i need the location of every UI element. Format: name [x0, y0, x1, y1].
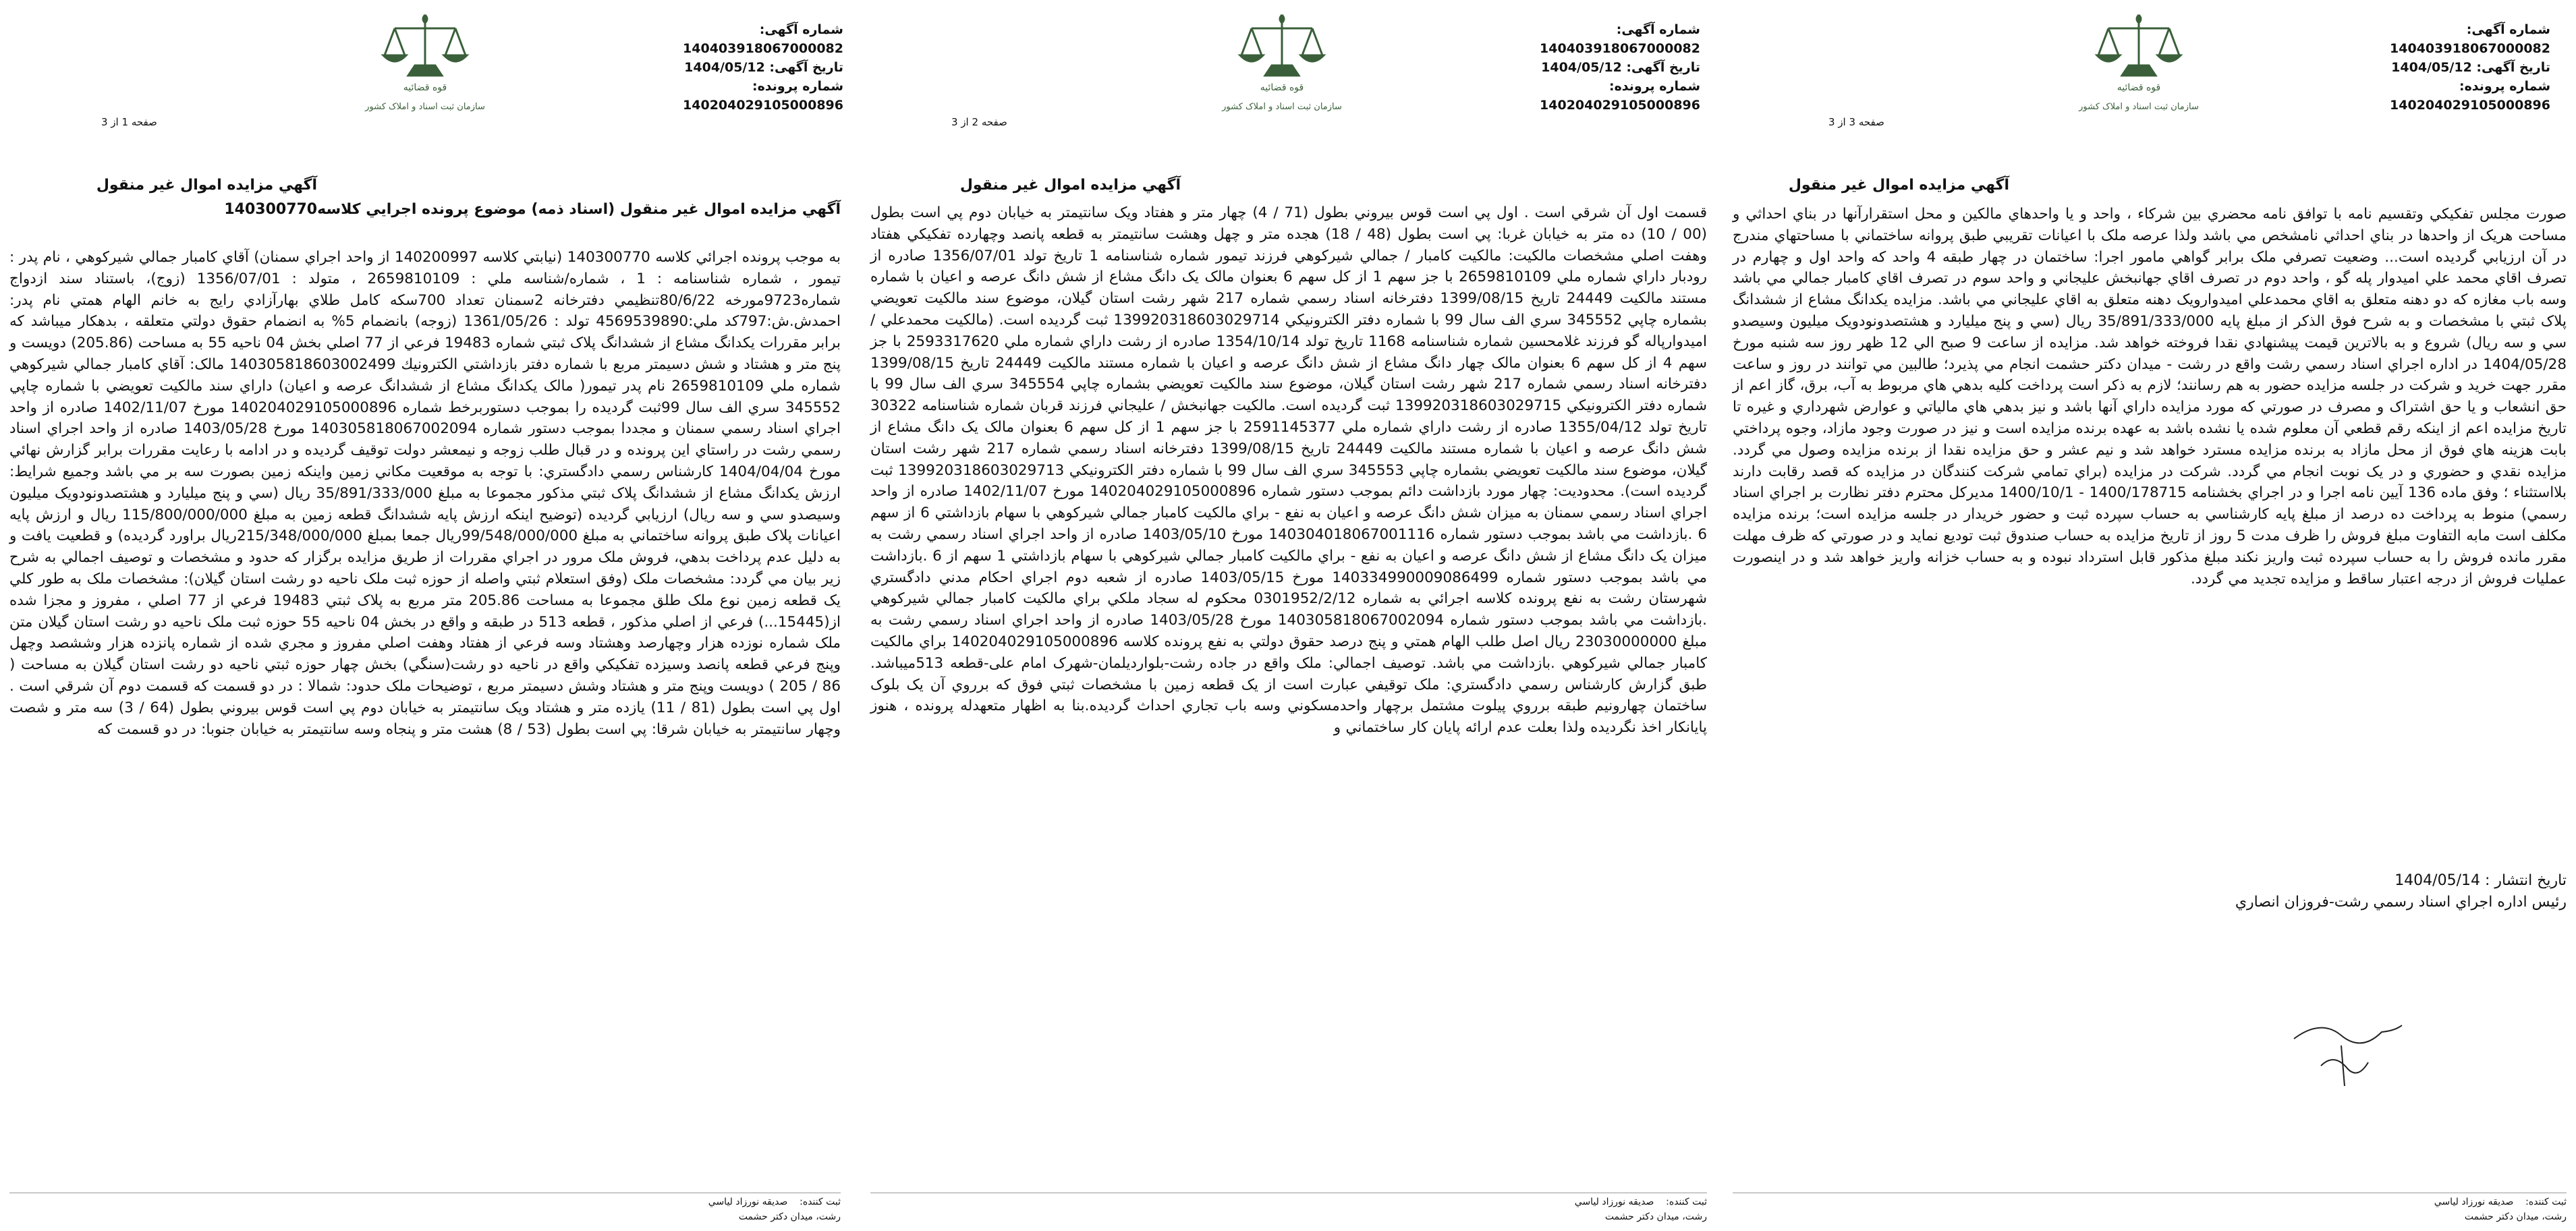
published-date-value: 1404/05/14	[2395, 872, 2480, 889]
signature-icon	[2280, 1012, 2415, 1093]
svg-text:قوه قضائيه: قوه قضائيه	[1260, 82, 1304, 93]
page-3	[1727, 0, 2576, 1231]
registration-organization-emblem	[1214, 8, 1349, 130]
page-2	[864, 0, 1714, 1231]
ad-date: 1404/05/12	[1541, 60, 1622, 75]
page-number: صفحه 3 از 3	[1828, 116, 1884, 128]
registrar-name: صديقه نورزاد لياسي	[708, 1197, 788, 1207]
svg-text:سازمان ثبت اسناد و املاک کشور: سازمان ثبت اسناد و املاک کشور	[2079, 102, 2199, 112]
case-number: 140204029105000896	[683, 98, 843, 113]
ad-number: 140403918067000082	[683, 41, 843, 56]
ad-date: 1404/05/12	[684, 60, 765, 75]
registration-organization-emblem	[2071, 8, 2206, 130]
svg-text:قوه قضائيه: قوه قضائيه	[2117, 82, 2161, 93]
svg-text:قوه قضائيه: قوه قضائيه	[403, 82, 447, 93]
ad-number: 140403918067000082	[2390, 41, 2550, 56]
ad-date: 1404/05/12	[2391, 60, 2472, 75]
page-1	[0, 0, 850, 1231]
page-number: صفحه 1 از 3	[101, 116, 157, 128]
notice-subtitle: آگهي مزايده اموال غير منقول (اسناد ذمه) موضوع پرونده اجرايي كلاسه140300770	[224, 201, 841, 218]
ad-meta: شماره آگهی: 140403918067000082 تاریخ آگهی: 1404/05/12 شماره پرونده: 140204029105000896	[683, 22, 843, 113]
svg-text:سازمان ثبت اسناد و املاک کشور: سازمان ثبت اسناد و املاک کشور	[365, 102, 485, 112]
publication-date: تاريخ انتشار : 1404/05/14	[2395, 872, 2567, 889]
ad-number: 140403918067000082	[1540, 41, 1700, 56]
notice-body: به موجب پرونده اجرائي كلاسه 140300770 (نيابتي كلاسه 140200997 از واحد اجراي سمنان) آقاي كامبار جمالي شيركوهي ، نام پدر : تيمور ، شماره شناسنامه : 1 ، شماره/شناسه ملي : 2659810109 ، متولد : 1356/07/01 (زوج)، باستناد سند ازدواج شماره9723مورخه 80/6/22تنظيمي دفترخانه 2سمنان تعداد 700سكه كامل طلاي بهارآزادي رايج به خانم الهام همتي نام پدر: احمدش.ش:797كد ملي:4569539890 تولد : 1361/05/26 (زوجه) بانضمام 5% به انضمام حقوق دولتي متعلقه ، بدهكار ميباشد كه برابر مقررات يكدانگ مشاع از ششدانگ پلاک ثبتي شماره 19483 فرعي از 77 اصلي بخش 04 ناحيه 55 به مساحت (205.86) دويست و پنج متر و هشتاد و شش دسيمتر مربع با شماره دفتر بازداشتي الكترونيك 140305818603002499 مالک: آقاي كامبار جمالي شيركوهي شماره ملي 2659810109 نام پدر تيمور( مالک يكدانگ مشاع از ششدانگ عرصه و اعيان) داراي سند مالكيت تعويضي با شماره چاپي 345552 سري الف سال 99ثبت گرديده را بموجب دستوربرخط شماره 140204029105000896 مورخ 1402/11/07 صادره از واحد اجراي اسناد رسمي سمنان و مجددا بموجب دستور شماره 140305818067002094 مورخ 1403/05/28 صادره از واحد اجراي اسناد رسمي رشت در راستاي اين پرونده و در قبال طلب زوجه و نيمعشر دولت توقيف گرديده و در ادامه با رعايت مقررات برابر گزارش نهائي مورخ 1404/04/04 كارشناس رسمي دادگستري: با توجه به موقعيت مكاني زمين واينكه زمين بصورت سه بر مي باشد وجميع شرايط: ارزش يكدانگ مشاع از ششدانگ پلاک ثبتي مذكور مجموعا به مبلغ 35/891/333/000 ريال (سي و پنج ميليارد و هشتصدونودويک ميليون وسيصدو سي و سه ريال) ارزيابي گرديده (توضيح اينكه ارزش پايه ششدانگ قطعه زمين به مبلغ 115/800/000/000 ريال و ارزش پايه اعيانات پلاک طبق پروانه ساختماني به مبلغ 99/548/000/000ريال جمعا بمبلغ 215/348/000/000ريال براورد گرديده) و قطعيت يافت و به دليل عدم پرداخت بدهي، فروش ملک مرور در اجراي مقررات از طريق مزايده برگزار كه حدود و مشخصات و توصيف اجمالي به شرح زير بيان مي گردد: مشخصات ملک (وفق استعلام ثبتي واصله از حوزه ثبت ملک ناحيه دو رشت استان گيلان): مشخصات ملک به طور كلي يک قطعه زمين نوع ملک طلق مجموعا به مساحت 205.86 متر مربع به پلاک ثبتي 19483 فرعي از 77 اصلي ، مفروز و مجزا شده از(15445...) فرعي از اصلي مذكور ، قطعه 513 در طبقه و واقع در بخش 04 ناحيه 55 حوزه ثبت ملک ناحيه دو رشت استان گيلان متن ملک شماره نوزده هزار وچهارصد وهشتاد وسه فرعي از هفتاد وهفت اصلي مفروز و مجري شده از شماره پانزده هزار وششصد وچهل وپنج فرعي قطعه پانصد وسيزده تفكيكي واقع در ناحيه دو رشت(سنگي) بخش چهار حوزه ثبتي ناحيه دو رشت استان گيلان به مساحت ( 86 / 205 ) دويست وپنج متر و هشتاد وشش دسيمتر مربع ، توضيحات ملک حدود: شمالا : در دو قسمت كه قسمت دوم آن شرقي است . اول پي است بطول (81 / 11) يازده متر و هشتاد ويک سانتيمتر به خيابان دوم پي است قوس بيروني بطول (64 / 3) سه متر و شصت وچهار سانتيمتر به خيابان شرقا: پي است بطول (53 / 8) هشت متر و پنجاه وسه سانتيمتر به خيابان جنوبا: در دو قسمت كه	[9, 249, 841, 738]
registrar-footer: ثبت كننده: صديقه نورزاد لياسي رشت، ميدان دكتر حشمت	[870, 1193, 1707, 1224]
page-number: صفحه 2 از 3	[951, 116, 1007, 128]
scales-of-justice-icon	[1214, 8, 1349, 130]
registrar-footer: ثبت كننده: صديقه نورزاد لياسي رشت، ميدان دكتر حشمت	[1733, 1193, 2567, 1224]
handwritten-signature	[2280, 1012, 2415, 1093]
registrar-place: رشت، ميدان دكتر حشمت	[738, 1211, 841, 1222]
case-number: 140204029105000896	[1540, 98, 1700, 113]
signer-title: رئيس اداره اجراي اسناد رسمي رشت-فروزان انصاري	[2235, 894, 2567, 911]
ad-meta: شماره آگهی: 140403918067000082 تاریخ آگهی: 1404/05/12 شماره پرونده: 140204029105000896	[2390, 22, 2550, 113]
notice-body: قسمت اول آن شرقي است . اول پي است قوس بيروني بطول (71 / 4) چهار متر و هفتاد ويک سانتيمتر به خيابان دوم پي است بطول (00 / 10) ده متر به خيابان غربا: پي است بطول (48 / 18) هجده متر و چهل وهشت سانتيمتر به قطعه پانصد وچهارده تفكيكي هفتاد وهفت اصلي مشخصات مالكيت: مالكيت كامبار / جمالي شيركوهي فرزند تيمور شماره شناسنامه 1 تاريخ تولد 1356/07/01 صادره از رودبار داراي شماره ملي 2659810109 با جز سهم 1 از کل سهم 6 بعنوان مالک يک دانگ مشاع از شش دانگ عرصه و اعيان با شماره مستند مالكيت 24449 تاريخ 1399/08/15 دفترخانه اسناد رسمي شماره 217 شهر رشت استان گيلان، موضوع سند مالكيت تعويضي بشماره چاپي 345552 سري الف سال 99 با شماره دفتر الكترونيكي 139920318603029714 ثبت گرديده است. (مالكيت محمدعلي / اميدوارپاله گو فرزند غلامحسين شماره شناسنامه 1168 تاريخ تولد 1354/10/14 صادره از رشت داراي شماره ملي 2593317620 با جز سهم 4 از کل سهم 6 بعنوان مالک چهار دانگ مشاع از شش دانگ عرصه و اعيان با شماره مستند مالكيت 24449 تاريخ 1399/08/15 دفترخانه اسناد رسمي شماره 217 شهر رشت استان گيلان، موضوع سند مالكيت تعويضي بشماره چاپي 345554 سري الف سال 99 با شماره دفتر الكترونيكي 139920318603029715 ثبت گرديده است. مالكيت جهانبخش / عليجاني فرزند قربان شماره شناسنامه 30322 تاريخ تولد 1355/04/12 صادره از رشت داراي شماره ملي 2591145377 با جز سهم 1 از کل سهم 6 بعنوان مالک يک دانگ مشاع از شش دانگ عرصه و اعيان با شماره مستند مالكيت 24449 تاريخ 1399/08/15 دفترخانه اسناد رسمي شماره 217 شهر رشت استان گيلان، موضوع سند مالكيت تعويضي بشماره چاپي 345553 سري الف سال 99 با شماره دفتر الكترونيكي 139920318603029713 ثبت گرديده است). محدوديت: چهار مورد بازداشت دائم بموجب دستور شماره 140204029105000896 مورخ 1402/11/07 صادره از واحد اجراي اسناد رسمي سمنان به ميزان شش دانگ عرصه و اعيان به نفع - براي مالكيت كامبار جمالي شيركوهي با سهام بازداشتي 6 از سهم 6 .بازداشت مي باشد بموجب دستور شماره 140304018067001116 مورخ 1403/05/10 صادره از واحد اجراي اسناد رسمي رشت به ميزان يک دانگ مشاع از شش دانگ عرصه و اعيان به نفع - براي مالكيت كامبار جمالي شيركوهي با سهام بازداشتي 1 سهم از 6 .بازداشت مي باشد بموجب دستور شماره 140334990009086499 مورخ 1403/05/15 صادره از شعبه دوم اجراي احكام مدني دادگستري شهرستان رشت به نفع پرونده كلاسه اجرائي به شماره 0301952/2/12 محكوم له سجاد ملكي براي مالكيت كامبار جمالي شيركوهي .بازداشت مي باشد بموجب دستور شماره 140305818067002094 مورخ 1403/05/28 صادره از واحد اجراي اسناد رسمي رشت به مبلغ 23030000000 ريال اصل طلب الهام همتي و پنج درصد حقوق دولتي به نفع پرونده كلاسه 140204029105000896 براي مالكيت كامبار جمالي شيركوهي .بازداشت مي باشد. توصيف اجمالي: ملک واقع در جاده رشت-بلواردیلمان-شهرک امام علی-قطعه 513میباشد. طبق گزارش كارشناس رسمي دادگستري: ملک توقيفي عبارت است از يک قطعه زمين با مشخصات ثبتي فوق كه برروي آن يک بلوک ساختمان چهارونيم طبقه برروي پيلوت مشتمل برچهار واحدمسكوني وسه باب تجاري احداث گرديده.بنا به اظهار متعهدله پرونده ، هنوز پايانكار اخذ نگرديده ولذا بعلت عدم ارائه پايان كار ساختماني و	[870, 204, 1708, 737]
case-number: 140204029105000896	[2390, 98, 2550, 113]
scales-of-justice-icon	[2071, 8, 2206, 130]
registration-organization-emblem	[358, 8, 493, 130]
svg-text:سازمان ثبت اسناد و املاک کشور: سازمان ثبت اسناد و املاک کشور	[1222, 102, 1342, 112]
registrar-place: رشت، ميدان دكتر حشمت	[2464, 1211, 2567, 1222]
notice-body: صورت مجلس تفكيكي وتقسيم نامه با توافق نامه محضري بين شركاء ، واحد و يا واحدهاي مالكين و محل استقرارآنها در بناي احداثي و مساحت هريک از واحدها در بناي احداثي نامشخص مي باشد ولذا عرصه ملک با اعيانات تقريبي طبق پروانه ساختماني با مساحتهاي مندرج در آن ارزيابي گرديده است... وضعيت تصرفي ملک برابر گواهي مامور اجرا: ساختمان در چهار طبقه 4 واحد كه واحد اول و چهارم در تصرف اقاي محمد علي اميدوار پله گو ، واحد دوم در تصرف اقاي جهانبخش عليجاني و واحد سوم در تصرف اقاي كامبار جمالي مي باشد وسه باب مغازه كه دو دهنه متعلق به اقاي محمدعلي اميدوارويک دهنه متعلق به اقاي عليجاني مي باشد. مزايده يكدانگ مشاع از ششدانگ پلاک ثبتي با مشخصات و به شرح فوق الذكر از مبلغ پايه 35/891/333/000 ريال (سي و پنج ميليارد و هشتصدونودويک ميليون وسيصدو سي و سه ريال) شروع و به بالاترين قيمت پيشنهادي نقدا فروخته خواهد شد. مزايده از ساعت 9 صبح الي 12 ظهر روز سه شنبه مورخ 1404/05/28 در اداره اجراي اسناد رسمي رشت واقع در رشت - ميدان دكتر حشمت انجام مي پذيرد؛ طالبين مي توانند در روز و ساعت مقرر جهت خريد و شركت در جلسه مزايده حضور به هم رسانند؛ لازم به ذكر است پرداخت كليه بدهي هاي مربوط به آب، برق، گاز اعم از حق انشعاب و يا حق اشتراک و مصرف در صورتي كه مورد مزايده داراي آنها باشد و نيز بدهي هاي مالياتي و عوارض شهرداري و غيره تا تاريخ مزايده اعم از اينكه رقم قطعي آن معلوم شده يا نشده باشد به عهده برنده مزايده است و نيز در صورت وجود مازاد، وجوه پرداختي بابت هزينه هاي فوق از محل مازاد به برنده مزايده مسترد خواهد شد و نيم عشر و حق مزايده نقدا از برنده مزايده وصول مي گردد. مزايده نقدي و حضوري و در يک نوبت انجام مي گردد. شركت در مزايده (براي تمامي شركت كنندگان در مزايده كه قصد رقابت دارند بلااستثناء ؛ وفق ماده 136 آيين نامه اجرا و در اجراي بخشنامه 1400/178715 - 1400/10/1 مديركل محترم دفتر نظارت بر اجراي اسناد رسمي) منوط به پرداخت ده درصد از مبلغ پايه كارشناسي به حساب سپرده ثبت و حضور خريدار در جلسه مزايده است؛ برنده مزايده مكلف است مابه التفاوت مبلغ فروش را ظرف مدت 5 روز از تاريخ مزايده به حساب صندوق ثبت توديع نمايد و در صورتي كه ظرف مهلت مقرر مانده فروش را به حساب سپرده ثبت واريز نكند مبلغ مذكور قابل استرداد نبوده و به حساب خزانه واريز خواهد شد و در اينصورت عمليات فروش از درجه اعتبار ساقط و مزايده تجديد مي گردد.	[1733, 206, 2567, 588]
scales-of-justice-icon	[358, 8, 493, 130]
registrar-footer: ثبت كننده: صديقه نورزاد لياسي رشت، ميدان دكتر حشمت	[9, 1193, 841, 1224]
notice-title: آگهي مزايده اموال غير منقول	[959, 177, 1181, 194]
notice-title: آگهي مزايده اموال غير منقول	[1788, 177, 2009, 194]
ad-meta: شماره آگهی: 140403918067000082 تاریخ آگهی: 1404/05/12 شماره پرونده: 140204029105000896	[1540, 22, 1700, 113]
registrar-name: صديقه نورزاد لياسي	[1574, 1197, 1654, 1207]
registrar-place: رشت، ميدان دكتر حشمت	[1604, 1211, 1707, 1222]
registrar-name: صديقه نورزاد لياسي	[2434, 1197, 2514, 1207]
notice-title: آگهي مزايده اموال غير منقول	[96, 177, 317, 194]
